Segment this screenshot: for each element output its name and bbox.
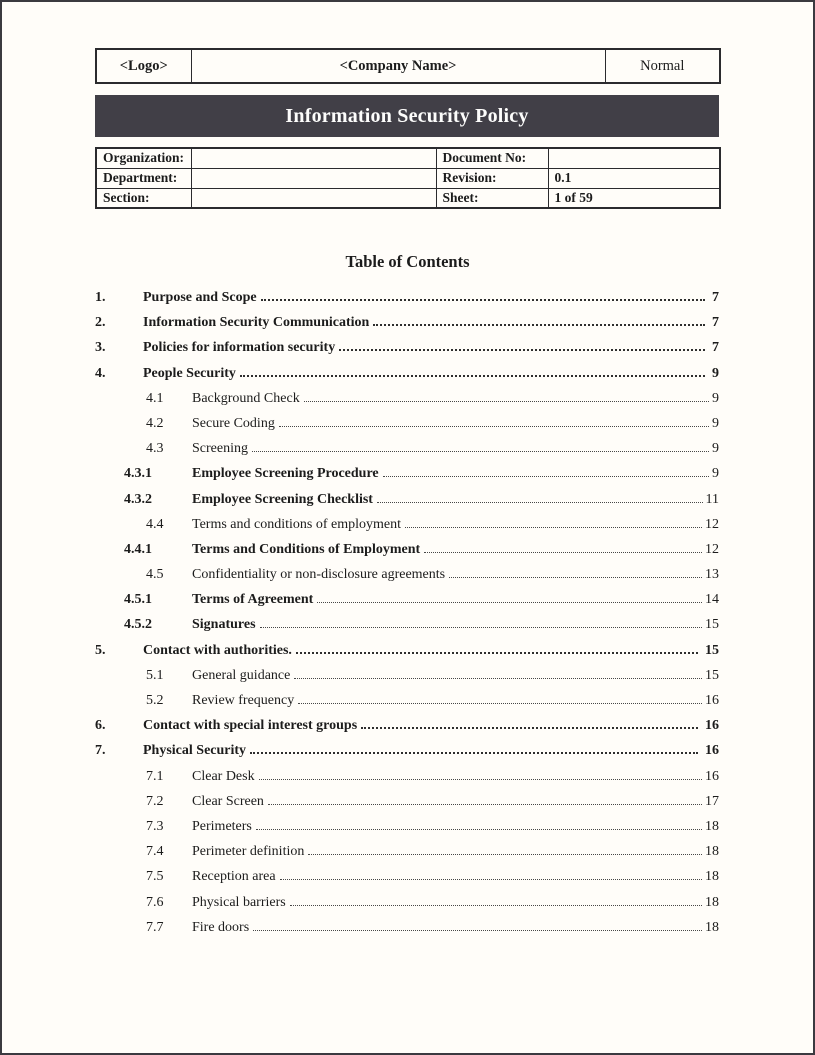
toc-entry-number: 7.1 xyxy=(146,768,164,784)
toc-entry[interactable] xyxy=(95,386,719,411)
toc-entry-label: Physical barriers xyxy=(192,894,286,910)
toc-entry[interactable] xyxy=(95,915,719,940)
toc-entry-page: 18 xyxy=(705,919,719,935)
doc-classification: Normal xyxy=(605,49,720,83)
toc-entry-number: 7.7 xyxy=(146,919,164,935)
toc-entry-number: 4. xyxy=(95,365,106,381)
toc-entry-number: 1. xyxy=(95,290,106,305)
toc-entry-page: 15 xyxy=(705,667,719,683)
toc-entry-number: 4.1 xyxy=(146,390,164,406)
toc-entry-number: 4.5.1 xyxy=(124,592,152,608)
toc-entry-number: 5. xyxy=(95,642,106,658)
toc-entry-label: Policies for information security xyxy=(143,340,336,356)
toc-dot-leader xyxy=(250,752,698,754)
toc-entry-page: 9 xyxy=(712,415,719,431)
toc-entry-page: 9 xyxy=(712,390,719,406)
revision-value: 0.1 xyxy=(548,168,720,188)
toc-entry[interactable] xyxy=(95,461,719,486)
toc-entry-label: General guidance xyxy=(192,667,291,683)
department-value xyxy=(191,168,436,188)
toc-entry[interactable] xyxy=(95,713,719,738)
toc-entry-label: Terms and conditions of employment xyxy=(192,516,401,532)
toc-dot-leader xyxy=(339,349,705,351)
toc-entry-number: 7.6 xyxy=(146,894,164,910)
toc-entry-number: 7. xyxy=(95,743,106,759)
toc-entry-number: 4.4.1 xyxy=(124,541,152,557)
toc-entry-label: Employee Screening Checklist xyxy=(192,491,373,507)
toc-entry-page: 12 xyxy=(705,516,719,532)
toc-entry-number: 4.4 xyxy=(146,516,164,532)
toc-entry-label: Information Security Communication xyxy=(143,315,370,331)
toc-entry-label: Screening xyxy=(192,441,248,457)
toc-dot-leader xyxy=(296,652,698,654)
toc-entry-page: 16 xyxy=(705,743,719,759)
toc-entry-number: 7.4 xyxy=(146,844,164,860)
toc-entry-label: Background Check xyxy=(192,390,300,406)
toc-entry-page: 9 xyxy=(712,466,719,482)
toc-entry[interactable] xyxy=(95,436,719,461)
sheet-label: Sheet: xyxy=(436,188,548,208)
toc-dot-leader xyxy=(449,577,702,578)
toc-entry-page: 18 xyxy=(705,818,719,834)
toc-entry-number: 7.2 xyxy=(146,793,164,809)
organization-label: Organization: xyxy=(96,148,191,168)
toc-entry-page: 9 xyxy=(712,365,719,381)
toc-entry-page: 14 xyxy=(705,592,719,608)
toc-dot-leader xyxy=(260,627,702,628)
toc-entry-page: 16 xyxy=(705,768,719,784)
toc-dot-leader xyxy=(294,678,702,679)
toc-entry[interactable] xyxy=(95,562,719,587)
info-row-section xyxy=(96,188,720,208)
toc-entry-page: 16 xyxy=(705,693,719,708)
toc-entry-page: 18 xyxy=(705,894,719,910)
toc-dot-leader xyxy=(240,375,705,377)
toc-dot-leader xyxy=(256,829,702,830)
toc-dot-leader xyxy=(308,854,702,855)
toc-entry-number: 2. xyxy=(95,315,106,331)
toc-entry-label: People Security xyxy=(143,365,236,381)
section-value xyxy=(191,188,436,208)
toc-entry-label: Terms and Conditions of Employment xyxy=(192,541,421,557)
toc-entry-label: Terms of Agreement xyxy=(192,592,314,608)
toc-entry[interactable] xyxy=(95,688,719,713)
toc-entry-label: Clear Screen xyxy=(192,793,264,809)
toc-entry-label: Signatures xyxy=(192,617,256,633)
toc-entry-label: Fire doors xyxy=(192,919,250,935)
toc-entry-label: Contact with authorities. xyxy=(143,642,292,658)
toc-entry[interactable] xyxy=(95,537,719,562)
toc-entry-label: Reception area xyxy=(192,869,276,885)
toc-entry-page: 13 xyxy=(705,567,719,583)
toc-entry-page: 17 xyxy=(705,793,719,809)
toc-dot-leader xyxy=(383,476,709,477)
info-row-department xyxy=(96,168,720,188)
department-label: Department: xyxy=(96,168,191,188)
toc-dot-leader xyxy=(253,930,702,931)
logo-placeholder: <Logo> xyxy=(96,49,191,83)
toc-dot-leader xyxy=(279,426,709,427)
toc-entry[interactable] xyxy=(95,738,719,763)
document-title-banner xyxy=(95,95,719,137)
header-row xyxy=(96,49,720,83)
toc-entry-number: 4.3.2 xyxy=(124,491,152,507)
toc-entry[interactable] xyxy=(95,285,719,310)
toc-entry-number: 6. xyxy=(95,718,106,734)
toc-entry-label: Perimeters xyxy=(192,818,252,834)
toc-entry-page: 16 xyxy=(705,718,719,734)
document-no-value xyxy=(548,148,720,168)
toc-entry[interactable] xyxy=(95,764,719,789)
toc-entry-number: 4.3 xyxy=(146,441,164,457)
organization-value xyxy=(191,148,436,168)
toc-dot-leader xyxy=(261,299,705,301)
toc-entry[interactable] xyxy=(95,512,719,537)
toc-entry-number: 5.2 xyxy=(146,693,164,708)
toc-dot-leader xyxy=(424,552,702,553)
toc-entry-page: 7 xyxy=(712,340,719,356)
toc-entry[interactable] xyxy=(95,411,719,436)
toc-entry[interactable] xyxy=(95,864,719,889)
toc-entry-label: Secure Coding xyxy=(192,415,275,431)
toc-dot-leader xyxy=(290,905,702,906)
toc-dot-leader xyxy=(373,324,705,326)
toc-entry-page: 18 xyxy=(705,844,719,860)
toc-entry[interactable] xyxy=(95,310,719,335)
toc-entry-page: 11 xyxy=(705,491,719,507)
toc-entry-page: 15 xyxy=(705,617,719,633)
toc-entry-label: Physical Security xyxy=(143,743,247,759)
toc-entry-label: Contact with special interest groups xyxy=(143,718,358,734)
toc-entry-page: 12 xyxy=(705,541,719,557)
toc-entry-label: Employee Screening Procedure xyxy=(192,466,379,482)
toc-entry-page: 9 xyxy=(712,441,719,457)
toc-entry[interactable] xyxy=(95,361,719,386)
toc-entry-number: 5.1 xyxy=(146,667,164,683)
toc-entry-label: Perimeter definition xyxy=(192,844,305,860)
toc-list xyxy=(95,285,719,940)
toc-entry-page: 18 xyxy=(705,869,719,885)
toc-dot-leader xyxy=(268,804,702,805)
toc-entry-label: Purpose and Scope xyxy=(143,290,257,305)
toc-dot-leader xyxy=(304,401,709,402)
sheet-value: 1 of 59 xyxy=(548,188,720,208)
toc-entry-number: 4.5.2 xyxy=(124,617,152,633)
toc-dot-leader xyxy=(405,527,702,528)
section-label: Section: xyxy=(96,188,191,208)
toc-dot-leader xyxy=(361,727,698,729)
toc-dot-leader xyxy=(317,602,702,603)
toc-entry-label: Review frequency xyxy=(192,693,295,708)
document-no-label: Document No: xyxy=(436,148,548,168)
toc-dot-leader xyxy=(377,502,703,503)
toc-entry-number: 3. xyxy=(95,340,106,356)
toc-entry-page: 15 xyxy=(705,642,719,658)
document-title: Information Security Policy xyxy=(285,104,529,127)
toc-dot-leader xyxy=(252,451,709,452)
toc-dot-leader xyxy=(280,879,702,880)
toc-entry[interactable] xyxy=(95,814,719,839)
toc-heading: Table of Contents xyxy=(345,252,470,271)
toc-entry[interactable] xyxy=(95,335,719,360)
toc-entry[interactable] xyxy=(95,487,719,512)
toc-entry-label: Clear Desk xyxy=(192,768,255,784)
toc-entry-page: 7 xyxy=(712,315,719,331)
toc-entry-number: 7.5 xyxy=(146,869,164,885)
toc-entry[interactable] xyxy=(95,587,719,612)
toc-entry[interactable] xyxy=(95,789,719,814)
toc-dot-leader xyxy=(259,779,702,780)
info-row-organization xyxy=(96,148,720,168)
toc-entry-number: 4.3.1 xyxy=(124,466,152,482)
toc-dot-leader xyxy=(298,703,702,704)
toc-entry-page: 7 xyxy=(712,290,719,305)
toc-entry-label: Confidentiality or non-disclosure agreements xyxy=(192,567,446,583)
toc-entry[interactable] xyxy=(95,663,719,688)
toc-entry[interactable] xyxy=(95,638,719,663)
toc-entry-number: 4.5 xyxy=(146,567,164,583)
toc-entry-number: 7.3 xyxy=(146,818,164,834)
document-info-table xyxy=(95,147,721,209)
company-name-placeholder: <Company Name> xyxy=(191,49,605,83)
toc-entry[interactable] xyxy=(95,890,719,915)
header-table xyxy=(95,48,721,84)
toc-entry[interactable] xyxy=(95,839,719,864)
revision-label: Revision: xyxy=(436,168,548,188)
toc-entry-number: 4.2 xyxy=(146,415,164,431)
toc-entry[interactable] xyxy=(95,612,719,637)
